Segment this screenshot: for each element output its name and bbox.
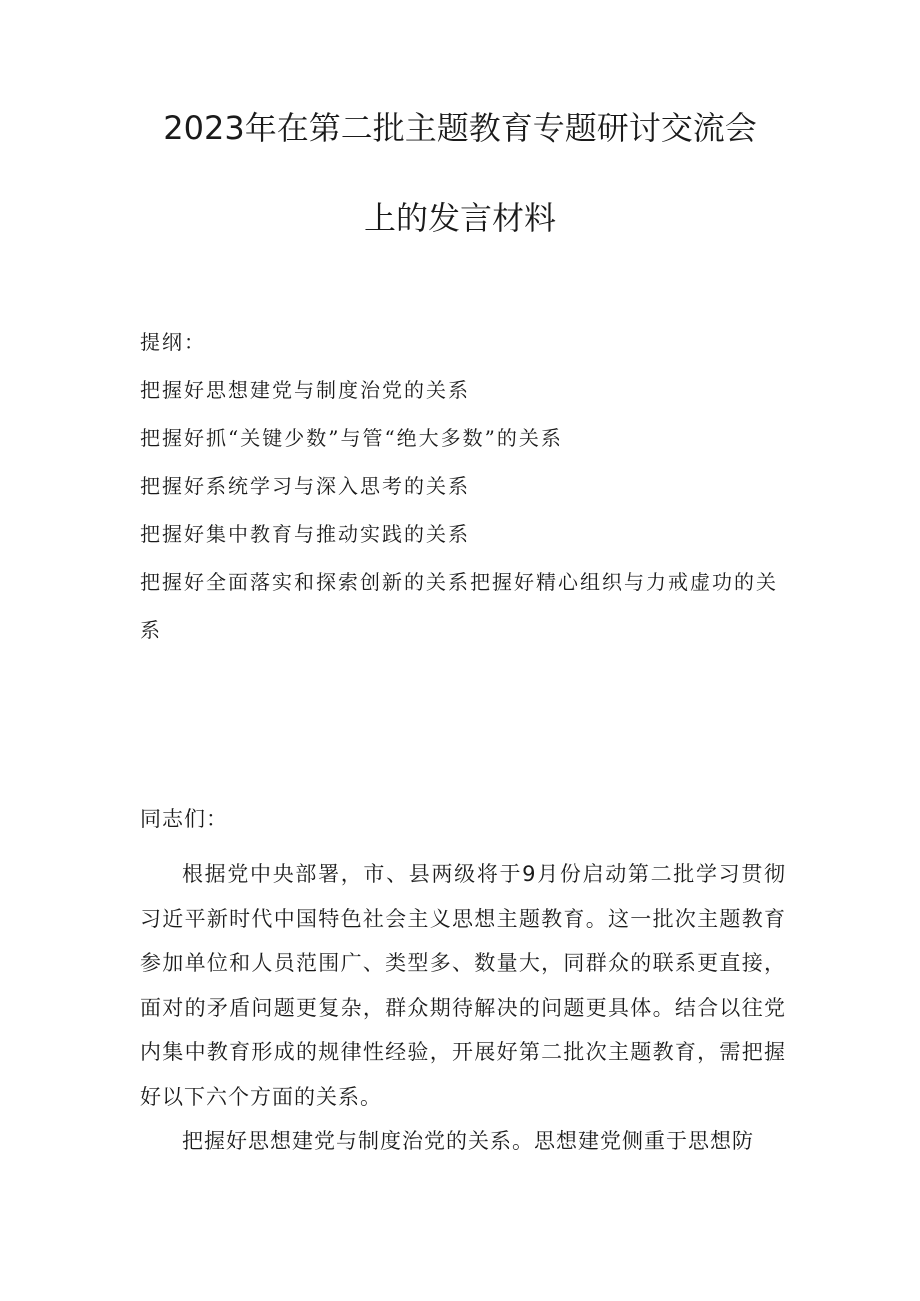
- outline-item-4: 把握好集中教育与推动实践的关系: [140, 522, 470, 546]
- greeting: 同志们：: [140, 807, 228, 831]
- outline-item-3: 把握好系统学习与深入思考的关系: [140, 474, 470, 498]
- outline-label: 提纲：: [140, 330, 206, 354]
- document-title-line-1: 2023年在第二批主题教育专题研讨交流会: [163, 109, 757, 147]
- outline-item-1: 把握好思想建党与制度治党的关系: [140, 378, 470, 402]
- outline-section: [140, 318, 790, 654]
- paragraph-2: 把握好思想建党与制度治党的关系。思想建党侧重于思想防: [182, 1129, 754, 1153]
- document-title-line-2: 上的发言材料: [363, 199, 556, 237]
- body-section: [140, 794, 786, 1164]
- paragraph-1: 根据党中央部署，市、县两级将于9月份启动第二批学习贯彻习近平新时代中国特色社会主义思想主题教育。这一批次主题教育参加单位和人员范围广、类型多、数量大，同群众的联系更直接，面对的矛盾问题更复杂，群众期待解决的问题更具体。结合以往党内集中教育形成的规律性经验，开展好第二批次主题教育，需把握好以下六个方面的关系。: [140, 862, 786, 1109]
- outline-item-2: 把握好抓“关键少数”与管“绝大多数”的关系: [140, 426, 563, 450]
- outline-item-5: 把握好全面落实和探索创新的关系把握好精心组织与力戒虚功的关系: [140, 570, 778, 642]
